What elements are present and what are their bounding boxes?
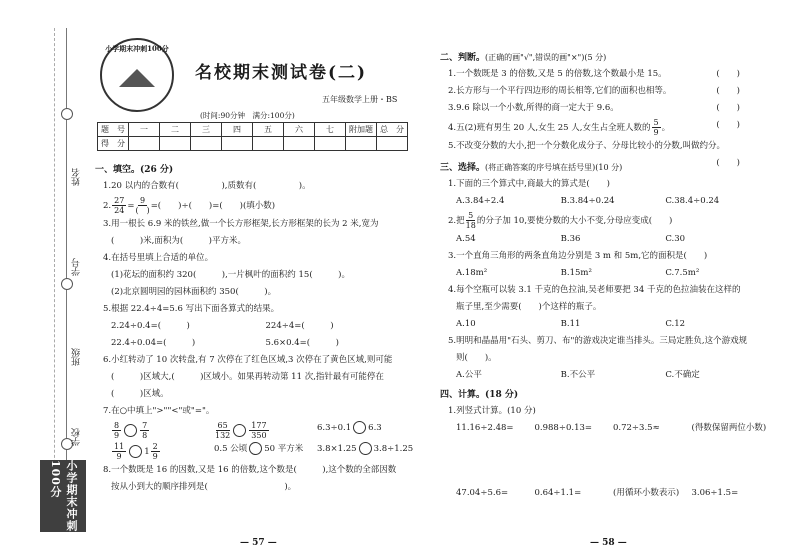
compare-blank[interactable] — [233, 424, 246, 437]
compare-row-2: $\frac{11}{9}$ 1 $\frac{2}{9}$ 0.5 公顷 50 平方米 3.8×1.25 3.8÷1.25 — [114, 442, 414, 461]
score-table — [97, 122, 408, 151]
compare-blank[interactable] — [129, 445, 142, 458]
section-judge: 二、判断。(正确的画"√",错误的画"×")(5 分) — [440, 53, 607, 63]
score-header-row — [98, 123, 408, 137]
series-logo — [100, 38, 174, 112]
score-blank[interactable] — [284, 137, 315, 151]
score-cell: 四 — [222, 123, 253, 137]
student-id-field-label: 学号 — [72, 258, 82, 276]
grade-label: 五年级数学上册・BS — [322, 95, 398, 104]
compare-blank[interactable] — [249, 442, 262, 455]
score-cell: 六 — [284, 123, 315, 137]
question-4: 4.在括号里填上合适的单位。 — [103, 253, 214, 263]
question-3: 3.用一根长 6.9 米的铁丝,做一个长方形框架,长方形框架的长为 2 米,宽为 — [103, 219, 379, 229]
question-4-2: (2)北京圆明园的园林面积约 350( )。 — [111, 287, 277, 297]
choice-3: 3.一个直角三角形的两条直角边分别是 3 m 和 5m,它的面积是( ) — [448, 251, 708, 261]
choice-4-options[interactable]: A.10 B.11 C.12 — [456, 319, 686, 329]
score-blank[interactable] — [315, 137, 346, 151]
house-icon — [119, 69, 155, 87]
score-cell: 附加题 — [346, 123, 377, 137]
question-8: 8.一个数既是 16 的因数,又是 16 的倍数,这个数是( ),这个数的全部因数 — [103, 465, 397, 475]
score-blank[interactable] — [129, 137, 160, 151]
left-page — [95, 160, 420, 497]
score-blank[interactable] — [222, 137, 253, 151]
score-cell: 三 — [191, 123, 222, 137]
question-5-row1: 2.24÷0.4=( ) 224÷4=( ) — [111, 321, 334, 331]
logo-text: 小学期末冲刺100分 — [105, 44, 169, 53]
binding-hole — [61, 108, 73, 120]
question-1: 1.20 以内的合数有( ),质数有( )。 — [103, 181, 311, 191]
section-calculation: 四、计算。(18 分) — [440, 390, 519, 400]
score-blank[interactable] — [191, 137, 222, 151]
spine-brand: 小学期末冲刺100分 — [40, 460, 86, 532]
choice-2-options[interactable]: A.54 B.36 C.30 — [456, 234, 686, 244]
section-choice: 三、选择。(将正确答案的序号填在括号里)(10 分) — [440, 163, 623, 173]
cut-line — [54, 28, 56, 498]
section-fill-in: 一、填空。(26 分) — [95, 165, 174, 175]
choice-4: 4.每个空瓶可以装 3.1 千克的色拉油,吴老师要把 34 千克的色拉油装在这样的 — [448, 285, 741, 295]
compare-blank[interactable] — [124, 424, 137, 437]
fraction: $\frac{27}{24}$ — [114, 196, 125, 215]
question-3-cont: ( )米,面积为( )平方米。 — [111, 236, 246, 246]
choice-3-options[interactable]: A.18m² B.15m² C.7.5m² — [456, 268, 700, 278]
calc-row-2: 47.04÷5.6= 0.64÷1.1= (用循环小数表示) 3.06÷1.5= — [456, 488, 739, 498]
score-blank[interactable] — [377, 137, 408, 151]
score-cell: 二 — [160, 123, 191, 137]
judge-2: 2.长方形与一个平行四边形的周长相等,它们的面积也相等。 ( ) — [448, 86, 740, 96]
spine-line — [66, 28, 67, 498]
score-cell: 得 分 — [98, 137, 129, 151]
class-field-label: 班级 — [72, 348, 82, 366]
choice-1-options[interactable]: A.3.84÷2.4 B.3.84÷0.24 C.38.4÷0.24 — [456, 196, 720, 206]
score-cell: 总 分 — [377, 123, 408, 137]
name-field-label: 姓名 — [72, 168, 82, 186]
question-5: 5.根据 22.4÷4=5.6 写出下面各算式的结果。 — [103, 304, 280, 314]
compare-row-1: $\frac{8}{9}$ $\frac{7}{8}$ $\frac{65}{132}$ $\frac{177}{350}$ 6.3÷0.1 6.3 — [114, 421, 382, 440]
score-blank[interactable] — [346, 137, 377, 151]
question-2: 2. $\frac{27}{24}$ = $\frac{9}{( )}$ =( )÷( )=( )(填小数) — [103, 196, 276, 215]
choice-5-options[interactable]: A.公平 B.不公平 C.不确定 — [456, 370, 700, 380]
question-5-row2: 22.4÷0.04=( ) 5.6×0.4=( ) — [111, 338, 339, 348]
choice-1: 1.下面的三个算式中,商最大的算式是( ) — [448, 179, 610, 189]
page-title: 名校期末测试卷(二) — [195, 63, 368, 83]
score-cell: 一 — [129, 123, 160, 137]
score-entry-row — [98, 137, 408, 151]
choice-2: 2.把 $\frac{5}{18}$ 的分子加 10,要使分数的大小不变,分母应变成( ) — [448, 211, 673, 230]
score-blank[interactable] — [160, 137, 191, 151]
choice-5-cont: 则( )。 — [456, 353, 497, 363]
question-6: 6.小红转动了 10 次转盘,有 7 次停在了红色区域,3 次停在了黄色区域,则可能 — [103, 355, 393, 365]
score-cell: 七 — [315, 123, 346, 137]
question-7: 7.在○中填上">""<"或"="。 — [103, 406, 215, 416]
school-field-label: 学校 — [72, 428, 82, 446]
fraction: $\frac{9}{( )}$ — [135, 196, 150, 215]
question-4-1: (1)花坛的面积约 320( ),一片枫叶的面积约 15( )。 — [111, 270, 350, 280]
binding-hole — [61, 278, 73, 290]
compare-blank[interactable] — [353, 421, 366, 434]
judge-5: 5.不改变分数的大小,把一个分数化成分子、分母比较小的分数,叫做约分。 — [448, 141, 726, 151]
judge-1: 1.一个数既是 3 的倍数,又是 5 的倍数,这个数最小是 15。 ( ) — [448, 69, 740, 79]
choice-4-cont: 瓶子里,至少需要( )个这样的瓶子。 — [456, 302, 602, 312]
time-and-score: (时间:90分钟 满分:100分) — [200, 111, 295, 120]
question-8-cont: 按从小到大的顺序排列是( )。 — [111, 482, 297, 492]
score-blank[interactable] — [253, 137, 284, 151]
judge-3: 3.9.6 除以一个小数,所得的商一定大于 9.6。 ( ) — [448, 103, 740, 113]
choice-5: 5.明明和晶晶用"石头、剪刀、布"的游戏决定谁当排头。三局定胜负,这个游戏规 — [448, 336, 748, 346]
judge-4: 4.五(2)班有男生 20 人,女生 25 人,女生占全班人数的 $\frac{5}{9}$ 。 ( ) — [448, 118, 740, 137]
score-cell: 五 — [253, 123, 284, 137]
compare-blank[interactable] — [359, 442, 372, 455]
binding-strip — [40, 28, 92, 528]
score-cell: 题 号 — [98, 123, 129, 137]
page-number-left: — 57 — — [240, 538, 277, 548]
right-page: 二、判断。(正确的画"√",错误的画"×")(5 分) 1.一个数既是 3 的倍数,又是 5 的倍数,这个数最小是 15。 ( ) 2.长方形与一个平行四边形的周长相等,它们的面积也相等。 ( ) 3.9.6 除以一个小数,所得的商一定大于 9.6。 ( ) 4.五(2)班有男生 20 人,女生 25 人,女生占全班人数的 $\frac{5}{9}$ 。 ( ) 5.不改变分数的大小,把一个分数化成分子、分母比较小的分数,叫做约分。 ( ) 三、选择。(将正确答案的序号填在括号里)(10 分) 1.下面的三个算式中,商最大的算式是( ) A.3.84÷2.4 B.3.84÷0.24 C.38.4÷0.24 2.把 $\frac{5}{18}$ 的分子加 10,要使分数的大小不变,分母应变成( ) A.54 B.36 C.30 3.一个直角三角形的两条直角边分别是 3 m 和 5m,它的面积是( ) A.18m² B.15m² C.7.5m² 4.每个空瓶可以装 3.1 千克的色拉油,吴老师要把 34 千克的色拉油装在这样的 瓶子里,至少需要( )个这样的瓶子。 A.10 B.11 C.12 5.明明和晶晶用"石头、剪刀、布"的游戏决定谁当排头。三局定胜负,这个游戏规 则( )。 A.公平 B.不公平 C.不确定 四、计算。(18 分) 1.列竖式计算。(10 分) 11.16÷2.48= 0.988÷0.13= 0.72÷3.5≈ (得数保留两位小数) 47.04÷5.6= 0.64÷1.1= (用循环小数表示) 3.06÷1.5= — [440, 48, 770, 503]
work-space[interactable] — [440, 438, 770, 486]
calc-1: 1.列竖式计算。(10 分) — [448, 406, 536, 416]
question-6-cont2: ( )区域。 — [111, 389, 169, 399]
question-6-cont: ( )区域大,( )区域小。如果再转动第 11 次,指针最有可能停在 — [111, 372, 384, 382]
calc-row-1: 11.16÷2.48= 0.988÷0.13= 0.72÷3.5≈ (得数保留两位小数) — [456, 423, 767, 433]
page-number-right: — 58 — — [590, 538, 627, 548]
